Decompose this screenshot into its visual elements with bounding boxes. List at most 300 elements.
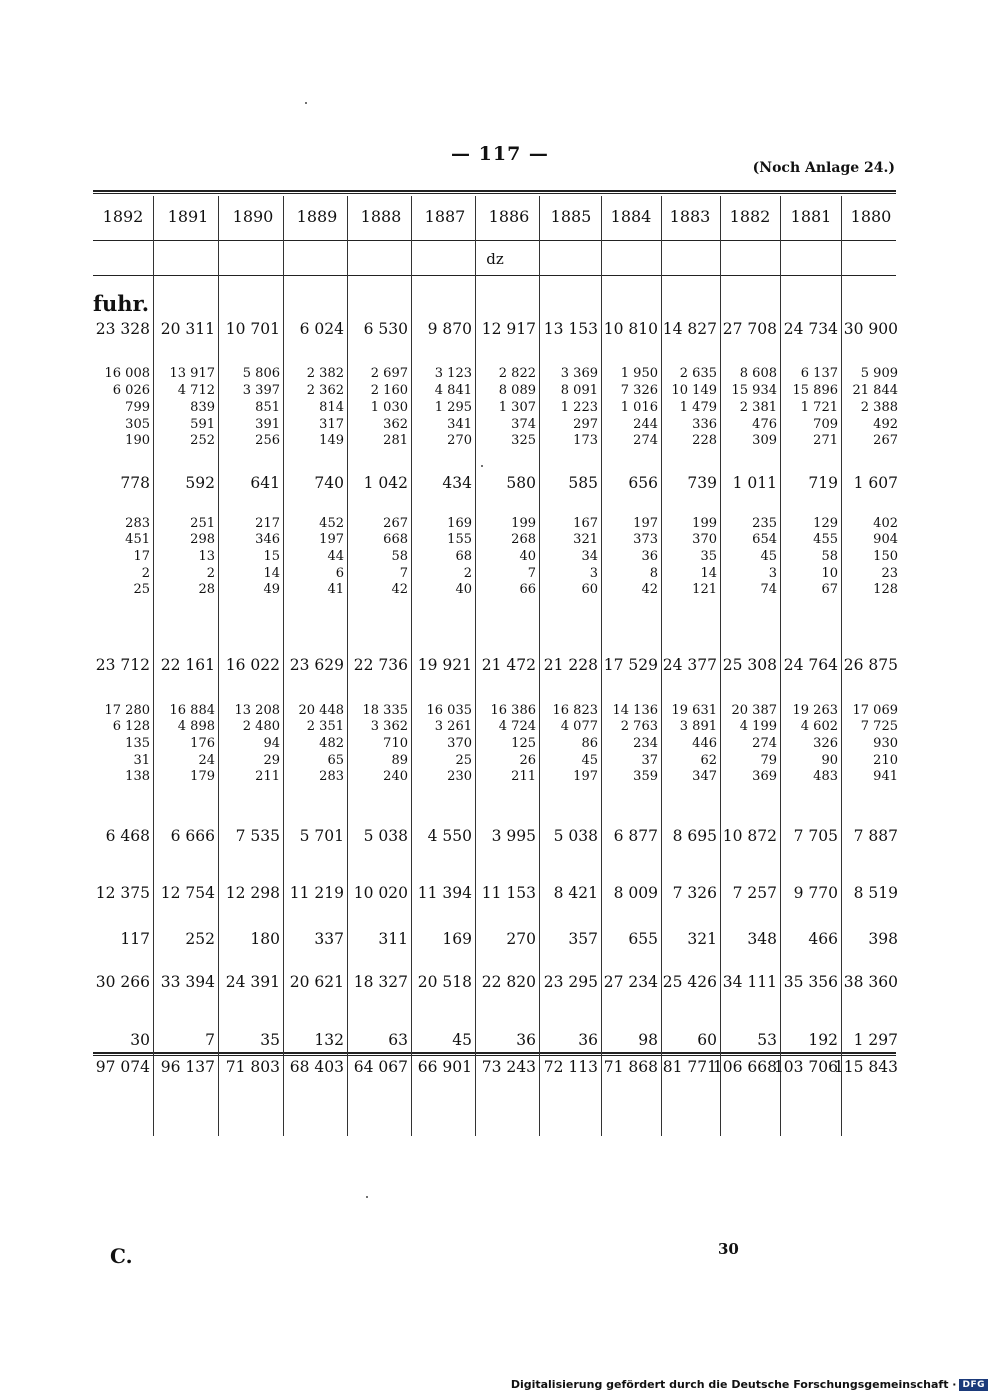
table-cell: 36 [516,1031,536,1049]
table-cell: 71 803 [225,1058,280,1076]
table-cell: 592 [185,474,215,492]
table-cell: 839 [190,400,215,415]
year-header: 1891 [167,207,209,226]
table-cell: 10 810 [603,320,658,338]
table-cell: 274 [752,736,777,751]
table-cell: 60 [581,582,598,597]
table-cell: 23 712 [95,656,150,674]
table-cell: 96 137 [160,1058,215,1076]
table-cell: 1 297 [853,1031,898,1049]
total-rule [93,1052,896,1054]
table-cell: 22 736 [353,656,408,674]
table-cell: 8 009 [613,884,658,902]
table-cell: 2 362 [306,383,344,398]
table-cell: 94 [263,736,280,751]
table-cell: 274 [633,433,658,448]
table-cell: 2 381 [739,400,777,415]
table-cell: 132 [314,1031,344,1049]
table-cell: 1 307 [498,400,536,415]
table-cell: 585 [568,474,598,492]
table-cell: 58 [391,549,408,564]
table-cell: 5 909 [860,366,898,381]
table-cell: 67 [821,582,838,597]
table-cell: 211 [255,769,280,784]
table-cell: 668 [383,532,408,547]
table-cell: 6 877 [613,827,658,845]
table-cell: 14 [263,566,280,581]
column-divider [411,196,412,1136]
table-cell: 25 [455,753,472,768]
table-cell: 62 [700,753,717,768]
table-cell: 5 806 [242,366,280,381]
table-cell: 373 [633,532,658,547]
table-cell: 36 [578,1031,598,1049]
table-cell: 12 298 [225,884,280,902]
table-cell: 6 128 [112,719,150,734]
table-cell: 1 950 [620,366,658,381]
year-header: 1886 [488,207,530,226]
year-header: 1888 [360,207,402,226]
table-cell: 12 917 [481,320,536,338]
table-cell: 5 701 [299,827,344,845]
table-cell: 2 822 [498,366,536,381]
table-cell: 22 161 [160,656,215,674]
table-cell: 2 382 [306,366,344,381]
year-header: 1890 [232,207,274,226]
table-cell: 197 [633,516,658,531]
table-cell: 3 397 [242,383,280,398]
table-cell: 27 234 [603,973,658,991]
table-cell: 217 [255,516,280,531]
table-cell: 9 870 [427,320,472,338]
table-cell: 234 [633,736,658,751]
table-cell: 31 [133,753,150,768]
table-cell: 15 934 [731,383,777,398]
table-cell: 2 [463,566,472,581]
table-cell: 2 635 [679,366,717,381]
table-cell: 20 621 [289,973,344,991]
table-cell: 81 771 [662,1058,717,1076]
table-cell: 6 530 [363,320,408,338]
table-cell: 3 891 [679,719,717,734]
table-cell: 7 [399,566,408,581]
table-cell: 16 823 [552,703,598,718]
table-cell: 45 [581,753,598,768]
table-cell: 24 734 [783,320,838,338]
table-top-rule [93,190,896,192]
table-cell: 24 764 [783,656,838,674]
table-cell: 1 721 [800,400,838,415]
table-cell: 37 [641,753,658,768]
table-cell: 6 026 [112,383,150,398]
table-cell: 451 [125,532,150,547]
table-cell: 41 [327,582,344,597]
table-cell: 3 362 [370,719,408,734]
table-cell: 4 199 [739,719,777,734]
table-cell: 24 391 [225,973,280,991]
table-cell: 149 [319,433,344,448]
table-cell: 22 820 [481,973,536,991]
table-cell: 36 [641,549,658,564]
table-cell: 6 137 [800,366,838,381]
table-cell: 27 708 [722,320,777,338]
table-cell: 1 030 [370,400,408,415]
table-cell: 3 123 [434,366,472,381]
table-cell: 26 875 [843,656,898,674]
table-cell: 11 394 [417,884,472,902]
table-cell: 347 [692,769,717,784]
table-cell: 6 024 [299,320,344,338]
table-cell: 5 038 [363,827,408,845]
table-cell: 16 884 [169,703,215,718]
table-cell: 64 067 [353,1058,408,1076]
table-cell: 311 [378,930,408,948]
table-cell: 482 [319,736,344,751]
table-cell: 16 386 [490,703,536,718]
table-cell: 10 [821,566,838,581]
table-cell: 34 111 [722,973,777,991]
table-cell: 317 [319,417,344,432]
table-cell: 6 468 [105,827,150,845]
table-cell: 370 [692,532,717,547]
table-cell: 25 308 [722,656,777,674]
table-cell: 305 [125,417,150,432]
table-cell: 12 375 [95,884,150,902]
column-divider [283,196,284,1136]
table-cell: 851 [255,400,280,415]
table-cell: 21 844 [852,383,898,398]
table-cell: 89 [391,753,408,768]
table-cell: 21 472 [481,656,536,674]
table-cell: 337 [314,930,344,948]
table-cell: 167 [573,516,598,531]
table-cell: 34 [581,549,598,564]
column-divider [601,196,602,1136]
table-cell: 656 [628,474,658,492]
table-cell: 211 [511,769,536,784]
column-divider [841,196,842,1136]
table-cell: 79 [760,753,777,768]
table-cell: 6 [335,566,344,581]
table-cell: 434 [442,474,472,492]
table-cell: 7 705 [793,827,838,845]
table-cell: 138 [125,769,150,784]
table-cell: 8 [649,566,658,581]
table-cell: 26 [519,753,536,768]
table-cell: 1 295 [434,400,472,415]
table-cell: 21 228 [543,656,598,674]
table-cell: 15 [263,549,280,564]
table-cell: 19 263 [792,703,838,718]
table-cell: 452 [319,516,344,531]
table-cell: 20 518 [417,973,472,991]
table-cell: 252 [185,930,215,948]
table-cell: 8 608 [739,366,777,381]
table-cell: 8 091 [560,383,598,398]
table-cell: 30 900 [843,320,898,338]
table-cell: 49 [263,582,280,597]
table-cell: 230 [447,769,472,784]
table-cell: 30 [130,1031,150,1049]
page-number: — 117 — [451,143,549,165]
table-cell: 710 [383,736,408,751]
table-cell: 3 995 [491,827,536,845]
table-cell: 7 887 [853,827,898,845]
table-cell: 197 [319,532,344,547]
table-cell: 169 [447,516,472,531]
table-cell: 2 697 [370,366,408,381]
table-cell: 135 [125,736,150,751]
table-cell: 121 [692,582,717,597]
table-cell: 941 [873,769,898,784]
table-cell: 321 [573,532,598,547]
scan-speck [305,102,307,104]
table-cell: 2 763 [620,719,658,734]
table-cell: 336 [692,417,717,432]
table-cell: 270 [506,930,536,948]
table-cell: 40 [519,549,536,564]
table-cell: 210 [873,753,898,768]
table-cell: 73 243 [481,1058,536,1076]
table-cell: 3 [589,566,598,581]
table-cell: 325 [511,433,536,448]
table-cell: 68 403 [289,1058,344,1076]
table-cell: 1 042 [363,474,408,492]
table-cell: 2 351 [306,719,344,734]
table-cell: 655 [628,930,658,948]
table-cell: 1 479 [679,400,717,415]
table-cell: 29 [263,753,280,768]
table-cell: 3 [768,566,777,581]
table-cell: 173 [573,433,598,448]
table-cell: 16 022 [225,656,280,674]
table-cell: 179 [190,769,215,784]
table-cell: 117 [120,930,150,948]
table-cell: 297 [573,417,598,432]
table-cell: 8 519 [853,884,898,902]
table-cell: 4 550 [427,827,472,845]
table-cell: 25 [133,582,150,597]
table-cell: 15 896 [792,383,838,398]
table-cell: 38 360 [843,973,898,991]
table-cell: 654 [752,532,777,547]
table-cell: 97 074 [95,1058,150,1076]
table-cell: 71 868 [603,1058,658,1076]
table-cell: 10 149 [671,383,717,398]
table-cell: 492 [873,417,898,432]
table-cell: 251 [190,516,215,531]
table-cell: 466 [808,930,838,948]
table-cell: 190 [125,433,150,448]
table-cell: 8 695 [672,827,717,845]
table-cell: 641 [250,474,280,492]
year-header: 1881 [790,207,832,226]
table-cell: 192 [808,1031,838,1049]
table-cell: 739 [687,474,717,492]
table-cell: 271 [813,433,838,448]
table-cell: 199 [511,516,536,531]
table-cell: 35 [700,549,717,564]
table-cell: 65 [327,753,344,768]
table-cell: 362 [383,417,408,432]
table-cell: 176 [190,736,215,751]
table-cell: 799 [125,400,150,415]
table-cell: 3 261 [434,719,472,734]
table-cell: 17 [133,549,150,564]
column-divider [539,196,540,1136]
table-cell: 814 [319,400,344,415]
table-cell: 235 [752,516,777,531]
table-cell: 28 [198,582,215,597]
table-cell: 374 [511,417,536,432]
table-cell: 4 712 [177,383,215,398]
table-cell: 125 [511,736,536,751]
table-cell: 370 [447,736,472,751]
table-cell: 19 631 [671,703,717,718]
table-cell: 72 113 [543,1058,598,1076]
dfg-logo: DFG [959,1379,988,1391]
table-cell: 19 921 [417,656,472,674]
table-cell: 7 257 [732,884,777,902]
year-header: 1892 [102,207,144,226]
table-cell: 7 [527,566,536,581]
table-cell: 270 [447,433,472,448]
table-cell: 398 [868,930,898,948]
year-header: 1883 [669,207,711,226]
scan-speck [366,1196,368,1198]
column-divider [720,196,721,1136]
table-cell: 321 [687,930,717,948]
year-header: 1887 [424,207,466,226]
table-cell: 66 [519,582,536,597]
table-cell: 14 827 [662,320,717,338]
table-cell: 256 [255,433,280,448]
table-cell: 169 [442,930,472,948]
table-cell: 298 [190,532,215,547]
table-cell: 283 [319,769,344,784]
table-cell: 20 448 [298,703,344,718]
table-cell: 155 [447,532,472,547]
table-cell: 778 [120,474,150,492]
table-cell: 63 [388,1031,408,1049]
table-cell: 8 089 [498,383,536,398]
section-title: fuhr. [93,291,150,316]
table-cell: 20 387 [731,703,777,718]
table-cell: 60 [697,1031,717,1049]
table-cell: 228 [692,433,717,448]
table-cell: 268 [511,532,536,547]
table-cell: 267 [873,433,898,448]
table-cell: 580 [506,474,536,492]
table-cell: 1 016 [620,400,658,415]
table-cell: 1 607 [853,474,898,492]
table-cell: 199 [692,516,717,531]
table-cell: 2 480 [242,719,280,734]
table-cell: 369 [752,769,777,784]
table-cell: 40 [455,582,472,597]
table-cell: 68 [455,549,472,564]
table-cell: 326 [813,736,838,751]
table-cell: 9 770 [793,884,838,902]
signature-mark: 30 [718,1240,739,1258]
table-cell: 341 [447,417,472,432]
table-cell: 2 [141,566,150,581]
table-cell: 5 038 [553,827,598,845]
table-cell: 17 069 [852,703,898,718]
year-header: 1884 [610,207,652,226]
table-cell: 244 [633,417,658,432]
table-cell: 11 153 [481,884,536,902]
table-cell: 1 011 [732,474,777,492]
table-cell: 30 266 [95,973,150,991]
total-rule-inner [93,1055,896,1056]
table-cell: 53 [757,1031,777,1049]
table-cell: 391 [255,417,280,432]
table-cell: 483 [813,769,838,784]
table-cell: 66 901 [417,1058,472,1076]
credit-text: Digitalisierung gefördert durch die Deutsche Forschungsgemeinschaft · [510,1378,957,1391]
table-cell: 357 [568,930,598,948]
table-cell: 14 [700,566,717,581]
table-cell: 42 [641,582,658,597]
table-cell: 24 [198,753,215,768]
table-cell: 18 335 [362,703,408,718]
unit-label: dz [486,250,504,268]
table-cell: 98 [638,1031,658,1049]
table-cell: 4 841 [434,383,472,398]
table-cell: 4 724 [498,719,536,734]
table-cell: 24 377 [662,656,717,674]
table-cell: 197 [573,769,598,784]
table-cell: 7 [205,1031,215,1049]
table-cell: 90 [821,753,838,768]
table-cell: 16 008 [104,366,150,381]
table-cell: 35 [260,1031,280,1049]
table-cell: 12 754 [160,884,215,902]
table-cell: 150 [873,549,898,564]
table-cell: 10 020 [353,884,408,902]
table-cell: 709 [813,417,838,432]
table-cell: 719 [808,474,838,492]
table-cell: 13 [198,549,215,564]
table-cell: 23 328 [95,320,150,338]
year-header: 1880 [850,207,892,226]
table-cell: 240 [383,769,408,784]
table-cell: 45 [452,1031,472,1049]
table-cell: 4 077 [560,719,598,734]
table-cell: 106 668 [712,1058,777,1076]
column-divider [218,196,219,1136]
table-cell: 16 035 [426,703,472,718]
table-cell: 3 369 [560,366,598,381]
table-top-rule-inner [93,193,896,194]
table-cell: 446 [692,736,717,751]
table-cell: 4 602 [800,719,838,734]
table-cell: 129 [813,516,838,531]
table-cell: 58 [821,549,838,564]
table-cell: 74 [760,582,777,597]
column-divider [153,196,154,1136]
table-cell: 13 153 [543,320,598,338]
table-cell: 359 [633,769,658,784]
table-cell: 267 [383,516,408,531]
table-cell: 8 421 [553,884,598,902]
table-cell: 115 843 [833,1058,898,1076]
column-divider [475,196,476,1136]
table-cell: 44 [327,549,344,564]
table-cell: 348 [747,930,777,948]
table-cell: 128 [873,582,898,597]
